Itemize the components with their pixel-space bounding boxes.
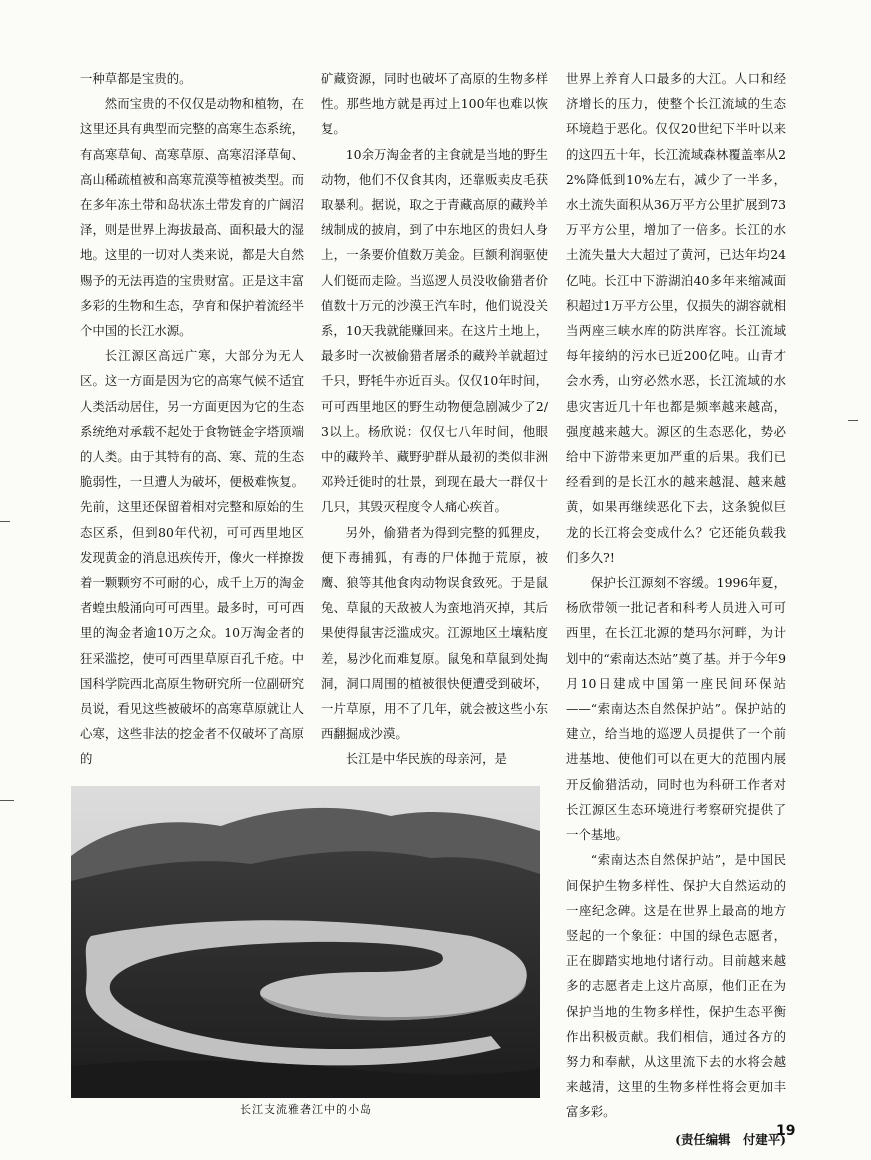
paragraph: 10余万淘金者的主食就是当地的野生动物，他们不仅食其肉，还靠贩卖皮毛获取暴利。据说，取之于青藏高原的藏羚羊绒制成的披肩，到了中东地区的贵妇人身上，一条要价值数万美金。巨额利润驱使人们铤而走险。当巡逻人员没收偷猎者价值数十万元的沙漠王汽车时，他们说没关系，10天我就能赚回来。在这片土地上，最多时一次被偷猎者屠杀的藏羚羊就超过千只，野牦牛亦近百头。仅仅10年时间，可可西里地区的野生动物便急剧减少了2/3以上。杨欣说：仅仅七八年时间，他眼中的藏羚羊、藏野驴群从最初的类似非洲邓羚迁徙时的壮景，到现在最大一群仅十几只，其毁灭程度令人痛心疾首。 bbox=[321, 146, 548, 515]
paragraph: 矿藏资源，同时也破坏了高原的生物多样性。那些地方就是再过上100年也难以恢复。 bbox=[321, 71, 548, 137]
photo-caption: 长江支流雅砻江中的小岛 bbox=[240, 1103, 372, 1116]
text-column-1 bbox=[80, 66, 304, 772]
photo-illustration bbox=[71, 786, 540, 1098]
paragraph: 长江是中华民族的母亲河，是 bbox=[345, 751, 507, 767]
paragraph: “索南达杰自然保护站”，是中国民间保护生物多样性、保护大自然运动的一座纪念碑。这是在世界上最高的地方竖起的一个象征：中国的绿色志愿者，正在脚踏实地地付诸行动。目前越来越多的志愿者走上这片高原，他们正在为保护当地的生物多样性，保护生态平衡作出积极贡献。我们相信，通过各方的努力和奉献，从这里流下去的水将会越来越清，这里的生物多样性将会更加丰富多彩。 bbox=[566, 852, 786, 1120]
scan-mark bbox=[0, 521, 10, 522]
paragraph: 保护长江源刻不容缓。1996年夏，杨欣带领一批记者和科考人员进入可可西里，在长江北源的楚玛尔河畔，为计划中的“索南达杰站”奠了基。并于今年9月10日建成中国第一座民间环保站——“索南达杰自然保护站”。保护站的建立，给当地的巡逻人员提供了一个前进基地、使他们可以在更大的范围内展开反偷猎活动，同时也为科研工作者对长江源区生态环境进行考察研究提供了一个基地。 bbox=[566, 575, 786, 843]
page-number: 19 bbox=[776, 1123, 796, 1139]
editor-signature: (责任编辑 付建平) bbox=[675, 1131, 786, 1147]
scan-mark bbox=[0, 800, 14, 801]
text-column-2 bbox=[321, 66, 548, 772]
paragraph: 世界上养育人口最多的大江。人口和经济增长的压力，使整个长江流域的生态环境趋于恶化。仅仅20世纪下半叶以来的这四五十年，长江流域森林覆盖率从22%降低到10%左右，减少了一半多，水土流失面积从36万平方公里扩展到73万平方公里，增加了一倍多。长江的水土流失量大大超过了黄河，已达年均24亿吨。长江中下游湖泊40多年来缩减面积超过1万平方公里，仅损失的湖容就相当两座三峡水库的防洪库容。长江流域每年接纳的污水已近200亿吨。山青才会水秀，山穷必然水恶，长江流域的水患灾害近几十年也都是频率越来越高，强度越来越大。源区的生态恶化，势必给中下游带来更加严重的后果。我们已经看到的是长江水的越来越混、越来越黄，如果再继续恶化下去，这条貌似巨龙的长江将会变成什么？它还能负载我们多久?! bbox=[566, 71, 786, 565]
paragraph: 然而宝贵的不仅仅是动物和植物，在这里还具有典型而完整的高寒生态系统，有高寒草甸、高寒草原、高寒沼泽草甸、高山稀疏植被和高寒荒漠等植被类型。而在多年冻土带和岛状冻土带发育的广阔沼泽，则是世界上海拔最高、面积最大的湿地。这里的一切对人类来说，都是大自然赐予的无法再造的宝贵财富。正是这丰富多彩的生物和生态，孕育和保护着流经半个中国的长江水源。 bbox=[80, 96, 304, 339]
river-island-photo bbox=[71, 786, 540, 1098]
text-column-3 bbox=[566, 66, 786, 1152]
paragraph: 一种草都是宝贵的。 bbox=[80, 71, 192, 86]
paragraph: 长江源区高远广寒，大部分为无人区。这一方面是因为它的高寒气候不适宜人类活动居住，另一方面更因为它的生态系统绝对承载不起处于食物链金字塔顶端的人类。由于其特有的高、寒、荒的生态脆弱性，一旦遭人为破坏，便极难恢复。先前，这里还保留着相对完整和原始的生态区系，但到80年代初，可可西里地区发现黄金的消息迅疾传开，像火一样撩拨着一颗颗穷不可耐的心，成千上万的淘金者蝗虫般涌向可可西里。最多时，可可西里的淘金者逾10万之众。10万淘金者的狂采滥挖，使可可西里草原百孔千疮。中国科学院西北高原生物研究所一位副研究员说，看见这些被破坏的高寒草原就让人心寒，这些非法的挖金者不仅破坏了高原的 bbox=[80, 348, 304, 767]
paragraph: 另外，偷猎者为得到完整的狐狸皮，便下毒捕狐，有毒的尸体抛于荒原，被鹰、狼等其他食肉动物误食致死。于是鼠兔、草鼠的天敌被人为蛮地消灭掉，其后果使得鼠害泛滥成灾。江源地区土壤粘度差，易沙化而难复原。鼠兔和草鼠到处掏洞，洞口周围的植被很快便遭受到破坏，一片草原，用不了几年，就会被这些小东西翻掘成沙漠。 bbox=[321, 524, 548, 742]
scan-mark bbox=[848, 420, 858, 421]
